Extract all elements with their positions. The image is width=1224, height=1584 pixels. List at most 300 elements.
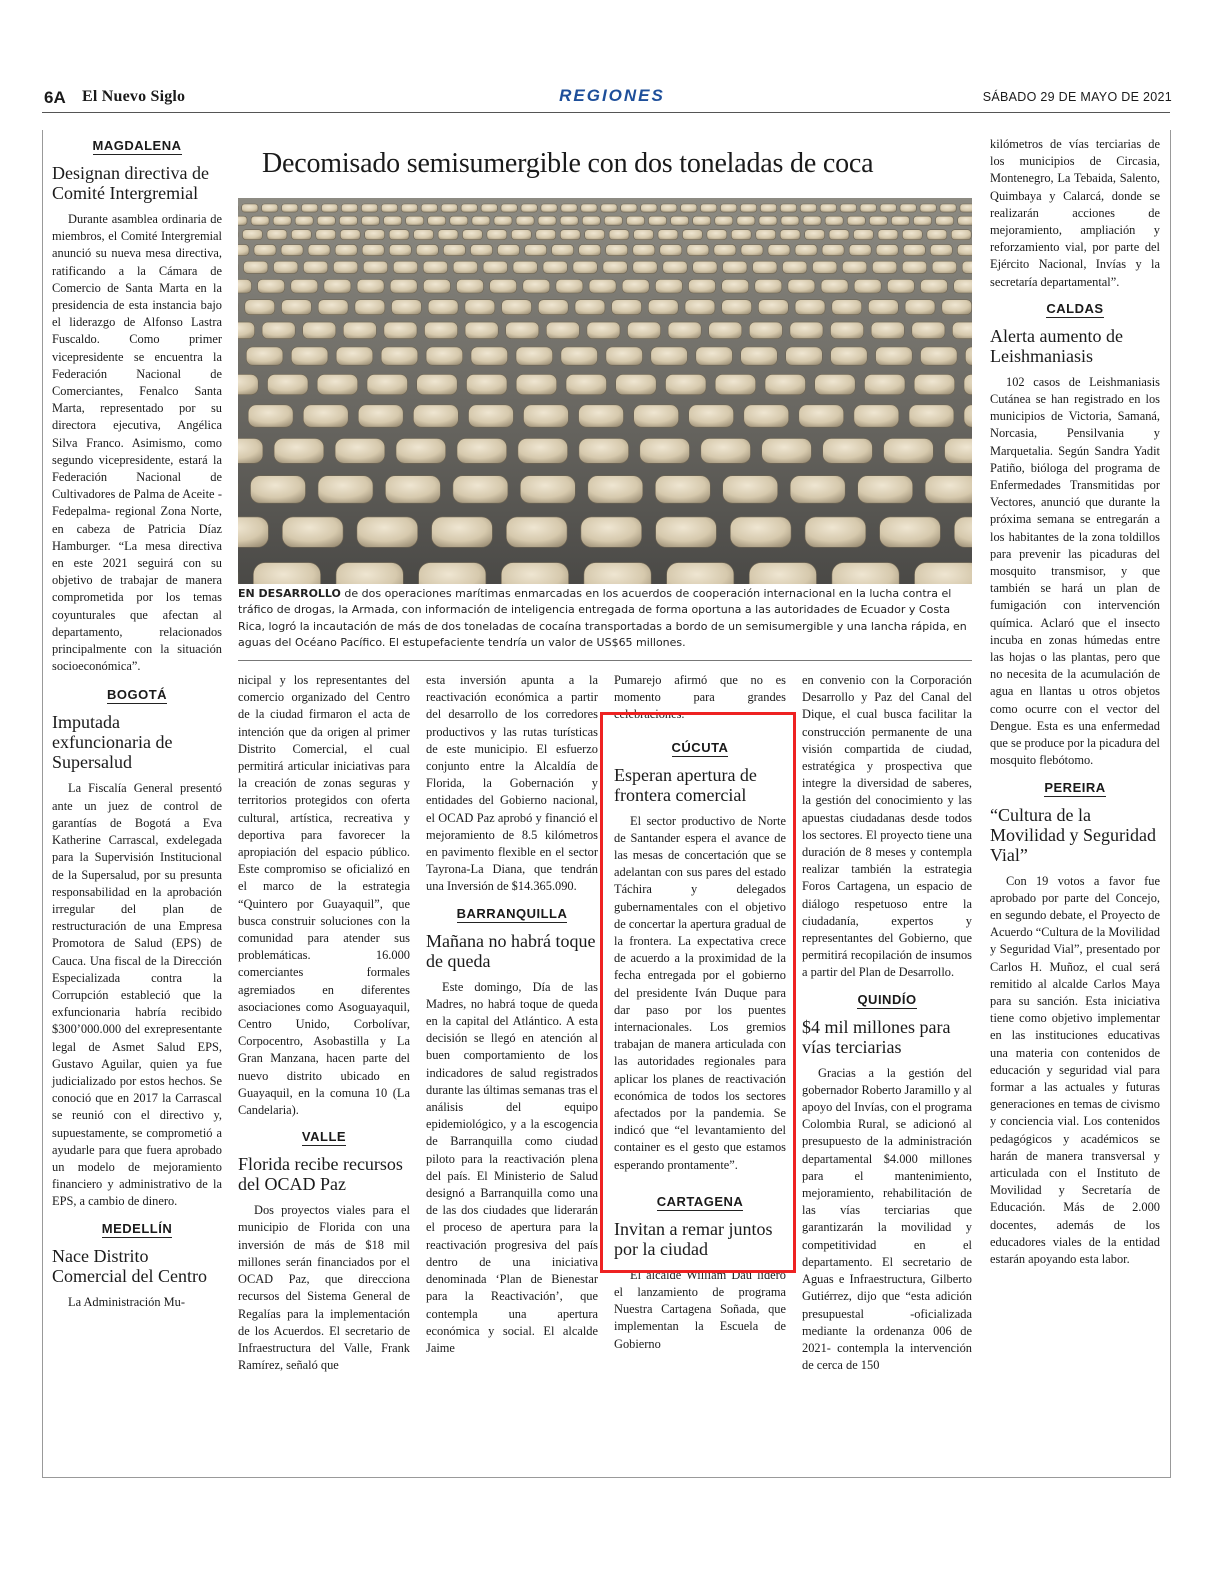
package-shape — [335, 439, 385, 464]
package-shape — [536, 230, 556, 240]
body-caldas: 102 casos de Leishmaniasis Cutánea se han registrado en los municipios de Victoria, Samaná, Norcasia, Pensilvania y Marquetalia. Según Sandra Yadit Patiño, bióloga del programa de Enfermedades Transmitidas por Vectores, anunció que durante la próxima semana se entregarán a los habitantes de la zona toldillos para prevenir las picaduras del mosquito transmisor, y que también se hará un plan de fumigación con intervención química. Aclaró que el insecto incuba en zonas húmedas entre las hojas o las plantas, pero que no necesita de la acumulación de agua en llantas u otros objetos como ocurre con el vector del Dengue. Esta es una enfermedad que se produce por la picadura del mosquito flebótomo. — [990, 374, 1160, 768]
package-shape — [790, 322, 823, 339]
package-shape — [584, 563, 651, 584]
body-barranquilla: Este domingo, Día de las Madres, no habrá toque de queda en la capital del Atlántico. A esta decisión se llegó en atención al buen comportamiento de los indicadores de salud registrados durante las últimas semanas tras el análisis del equipo epidemiológico, y a la escogencia de Barranquilla como ciudad piloto para la reactivación plena del país. El Ministerio de Salud designó a Barranquilla como una de las dos ciudades que liderarán el proceso de apertura para la reactivación progresiva del país dentro de una iniciativa denominada ‘Plan de Bienestar para la Reactivación’, que contempla una apertura económica y social. El alcalde Jaime — [426, 979, 598, 1355]
package-shape — [251, 216, 269, 225]
package-shape — [689, 405, 734, 427]
package-shape — [795, 300, 825, 315]
package-shape — [655, 476, 710, 504]
photo-caption — [238, 586, 972, 652]
headline-barranquilla: Mañana no habrá toque de queda — [426, 930, 596, 971]
kicker-valle: VALLE — [301, 1129, 347, 1145]
package-shape — [511, 230, 531, 240]
package-shape — [964, 405, 972, 427]
caption-text: de dos operaciones marítimas enmarcadas en los acuerdos de cooperación internacional en la lucha contra el tráfico de drogas, la Armada, con información de inteligencia entregada de forma oportuna a las autoridades de Ecuador y Costa Rica, logró la incautación de más de dos toneladas de cocaína transportadas a bordo de un semisumergible y una lancha rápida, en aguas del Océano Pacífico. El estupefaciente tendría un valor de US$65 millones. — [238, 587, 967, 650]
package-shape — [604, 216, 622, 225]
package-shape — [749, 322, 782, 339]
package-shape — [254, 245, 276, 256]
package-shape — [443, 245, 465, 256]
package-shape — [258, 280, 285, 294]
package-shape — [781, 216, 799, 225]
package-shape — [282, 300, 312, 315]
package-shape — [914, 374, 955, 394]
package-shape — [242, 204, 258, 212]
package-shape — [622, 280, 649, 294]
kicker-medellin: MEDELLÍN — [101, 1220, 173, 1236]
package-shape — [795, 245, 817, 256]
package-shape — [268, 374, 309, 394]
package-shape — [579, 245, 601, 256]
package-shape — [687, 245, 709, 256]
package-shape — [238, 374, 258, 394]
caption-lead: EN DESARROLLO — [238, 587, 341, 600]
package-shape — [813, 261, 837, 273]
package-shape — [912, 322, 945, 339]
headline-cartagena: Invitan a remar juntos por la ciudad — [614, 1218, 773, 1259]
package-shape — [667, 563, 734, 584]
package-shape — [413, 405, 458, 427]
package-shape — [701, 439, 751, 464]
package-shape — [487, 230, 507, 240]
feature-headline: Decomisado semisumergible con dos toneladas de coca — [262, 148, 874, 179]
package-shape — [805, 230, 825, 240]
body-magdalena: Durante asamblea ordinaria de miembros, el Comité Intergremial anunció su nueva mesa directiva, ratificando a la Cámara de Comercio de Santa Marta en la presidencia de esta instancia bajo el liderazgo de Alfonso Lastra Fuscaldo. Como primer vicepresidente se encuentra la Federación Nacional de Comerciantes, Fenalco Santa Marta, representado por su directora ejecutiva, Angélica Silva Franco. Asimismo, como segundo vicepresidente, estará la Federación Nacional de Cultivadores de Palma de Aceite -Fedepalma- regional Zona Norte, en cabeza de Patricia Díaz Hamburger. “La mesa directiva en este 2021 seguirá con su objetivo de trabajar de manera comprometida por los temas coyunturales que afectan al departamento, relacionados principalmente con la situación socioeconómica”. — [52, 212, 222, 674]
package-shape — [823, 439, 873, 464]
package-shape — [481, 204, 497, 212]
package-shape — [541, 204, 557, 212]
package-shape — [914, 216, 932, 225]
package-shape — [384, 216, 402, 225]
package-shape — [336, 347, 373, 365]
package-shape — [740, 204, 756, 212]
package-shape — [651, 347, 688, 365]
package-shape — [556, 280, 583, 294]
package-shape — [759, 216, 777, 225]
package-shape — [303, 322, 336, 339]
package-shape — [840, 204, 856, 212]
kicker-cartagena: CARTAGENA — [656, 1193, 744, 1209]
package-shape — [822, 245, 844, 256]
kicker-pereira: PEREIRA — [1044, 779, 1106, 795]
package-shape — [573, 261, 597, 273]
package-shape — [516, 374, 557, 394]
package-shape — [689, 280, 716, 294]
package-shape — [715, 374, 756, 394]
caption-rule — [238, 660, 972, 661]
package-shape — [238, 322, 255, 339]
package-shape — [649, 216, 667, 225]
package-shape — [820, 204, 836, 212]
package-shape — [634, 230, 654, 240]
package-shape — [423, 261, 447, 273]
body-quindio: Gracias a la gestión del gobernador Roberto Jaramillo y al apoyo del Invías, con el programa Colombia Rural, se adicionó al presupuesto de la administración departamental $4.000 millones para el mantenimiento, mejoramiento, rehabilitación de las vías terciarias que garantizarán la movilidad y competitividad en el departamento. El secretario de Aguas e Infraestructura, Gilberto Gutiérrez, dijo que “esta adición presupuestal -oficializada mediante la ordenanza 006 de 2021- contempla la intervención de cerca de 150 — [802, 1065, 972, 1373]
package-shape — [905, 300, 935, 315]
package-shape — [343, 322, 376, 339]
package-shape — [302, 204, 318, 212]
package-shape — [903, 245, 925, 256]
package-shape — [363, 261, 387, 273]
package-shape — [538, 216, 556, 225]
package-shape — [471, 347, 508, 365]
package-shape — [952, 322, 972, 339]
package-shape — [585, 230, 605, 240]
package-shape — [936, 216, 954, 225]
package-shape — [367, 374, 408, 394]
package-shape — [416, 245, 438, 256]
package-shape — [790, 476, 845, 504]
package-shape — [872, 261, 896, 273]
package-shape — [880, 517, 941, 547]
package-shape — [238, 517, 268, 547]
headline-medellin: Nace Distrito Comercial del Centro — [52, 1245, 207, 1286]
package-shape — [878, 230, 898, 240]
package-shape — [842, 261, 866, 273]
headline-cucuta: Esperan apertura de frontera comercial — [614, 764, 757, 805]
package-shape — [581, 517, 642, 547]
package-shape — [891, 216, 909, 225]
package-shape — [318, 300, 348, 315]
package-shape — [457, 280, 484, 294]
package-shape — [722, 300, 752, 315]
package-shape — [762, 439, 812, 464]
package-shape — [606, 347, 643, 365]
headline-valle: Florida recibe recursos del OCAD Paz — [238, 1154, 403, 1195]
package-shape — [520, 476, 575, 504]
package-shape — [355, 300, 385, 315]
package-shape — [756, 230, 776, 240]
package-shape — [524, 405, 569, 427]
package-shape — [693, 261, 717, 273]
package-shape — [281, 245, 303, 256]
kicker-quindio: QUINDÍO — [857, 991, 917, 1007]
package-shape — [621, 204, 637, 212]
package-shape — [238, 245, 249, 256]
package-shape — [858, 476, 913, 504]
package-shape — [681, 204, 697, 212]
headline-quindio: $4 mil millones para vías terciarias — [802, 1016, 951, 1057]
package-shape — [707, 230, 727, 240]
package-shape — [940, 204, 956, 212]
package-shape — [800, 204, 816, 212]
highlight-box — [600, 712, 796, 1273]
package-shape — [333, 261, 357, 273]
package-shape — [357, 517, 418, 547]
package-shape — [244, 261, 268, 273]
package-shape — [932, 261, 956, 273]
package-shape — [601, 204, 617, 212]
package-shape — [365, 230, 385, 240]
package-shape — [954, 280, 972, 294]
package-shape — [506, 322, 539, 339]
package-shape — [238, 280, 252, 294]
package-shape — [243, 230, 263, 240]
package-shape — [965, 347, 972, 365]
package-shape — [749, 563, 816, 584]
package-shape — [849, 245, 871, 256]
package-shape — [552, 245, 574, 256]
package-shape — [303, 261, 327, 273]
page-number: 6A — [44, 88, 66, 107]
package-shape — [582, 216, 600, 225]
package-shape — [393, 261, 417, 273]
package-shape — [463, 230, 483, 240]
package-shape — [723, 476, 778, 504]
package-shape — [876, 245, 898, 256]
package-shape — [322, 204, 338, 212]
package-shape — [765, 374, 806, 394]
body-medellin: La Administración Mu- — [68, 1294, 186, 1309]
package-shape — [523, 280, 550, 294]
package-shape — [291, 347, 328, 365]
package-shape — [609, 230, 629, 240]
kicker-caldas: CALDAS — [1046, 300, 1104, 316]
package-shape — [291, 280, 318, 294]
package-shape — [566, 374, 607, 394]
package-shape — [951, 230, 971, 240]
package-shape — [494, 216, 512, 225]
package-shape — [587, 322, 620, 339]
package-shape — [942, 300, 972, 315]
package-shape — [821, 280, 848, 294]
package-shape — [860, 204, 876, 212]
package-shape — [701, 204, 717, 212]
section-title: REGIONES — [559, 86, 665, 105]
package-shape — [423, 280, 450, 294]
package-shape — [799, 405, 844, 427]
body-quindio-cont: kilómetros de vías terciarias de los municipios de Circasia, Montenegro, La Tebaida, Salento, Quimbaya y Calarcá, donde se realizarán acciones de mejoramiento, ampliación y reforzamiento vial, por parte del Ejército Nacional, Invías y la secretaría departamental”. — [990, 137, 1160, 289]
package-shape — [731, 230, 751, 240]
column-3 — [426, 672, 598, 1357]
package-shape — [758, 300, 788, 315]
package-shape — [869, 216, 887, 225]
package-shape — [832, 300, 862, 315]
package-shape — [262, 204, 278, 212]
package-shape — [453, 261, 477, 273]
package-shape — [581, 204, 597, 212]
package-shape — [753, 261, 777, 273]
package-shape — [868, 300, 898, 315]
package-shape — [248, 405, 293, 427]
package-shape — [414, 230, 434, 240]
package-shape — [381, 347, 418, 365]
package-shape — [238, 439, 263, 464]
package-shape — [648, 300, 678, 315]
package-shape — [628, 322, 661, 339]
package-shape — [385, 476, 440, 504]
package-shape — [721, 204, 737, 212]
package-shape — [513, 261, 537, 273]
package-shape — [760, 204, 776, 212]
package-shape — [450, 216, 468, 225]
package-shape — [964, 374, 972, 394]
package-shape — [876, 347, 913, 365]
headline-caldas: Alerta aumento de Leishmaniasis — [990, 325, 1123, 366]
package-shape — [291, 230, 311, 240]
package-shape — [900, 204, 916, 212]
header-rule — [42, 112, 1170, 113]
package-shape — [847, 216, 865, 225]
package-shape — [741, 245, 763, 256]
package-shape — [880, 204, 896, 212]
package-shape — [317, 374, 358, 394]
package-shape — [406, 216, 424, 225]
package-shape — [825, 216, 843, 225]
package-shape — [560, 216, 578, 225]
package-shape — [421, 204, 437, 212]
package-shape — [627, 216, 645, 225]
package-shape — [579, 405, 624, 427]
package-shape — [660, 245, 682, 256]
package-shape — [303, 405, 348, 427]
package-shape — [467, 374, 508, 394]
package-shape — [246, 347, 283, 365]
package-shape — [546, 322, 579, 339]
package-shape — [465, 322, 498, 339]
package-shape — [335, 245, 357, 256]
package-shape — [341, 204, 357, 212]
package-shape — [683, 230, 703, 240]
package-shape — [461, 204, 477, 212]
package-shape — [498, 245, 520, 256]
package-shape — [357, 280, 384, 294]
kicker-bogota: BOGOTÁ — [106, 687, 168, 703]
kicker-magdalena: MAGDALENA — [92, 138, 182, 153]
package-shape — [954, 517, 972, 547]
package-shape — [606, 245, 628, 256]
package-shape — [502, 300, 532, 315]
package-shape — [921, 280, 948, 294]
package-shape — [426, 347, 463, 365]
body-cartagena: El alcalde William Dau lideró el lanzamiento de programa Nuestra Cartagena Soñada, que implementan la Escuela de Gobierno — [614, 1267, 786, 1351]
package-shape — [318, 476, 373, 504]
kicker-barranquilla: BARRANQUILLA — [456, 905, 568, 921]
package-shape — [887, 280, 914, 294]
package-shape — [457, 439, 507, 464]
package-shape — [441, 204, 457, 212]
package-shape — [783, 261, 807, 273]
package-shape — [915, 563, 973, 584]
package-shape — [655, 280, 682, 294]
package-shape — [786, 347, 823, 365]
package-shape — [381, 204, 397, 212]
package-shape — [962, 261, 972, 273]
package-shape — [253, 563, 320, 584]
package-shape — [640, 439, 690, 464]
package-shape — [715, 216, 733, 225]
package-shape — [902, 261, 926, 273]
package-shape — [780, 204, 796, 212]
package-shape — [634, 405, 679, 427]
package-shape — [336, 563, 403, 584]
package-shape — [633, 261, 657, 273]
package-shape — [693, 216, 711, 225]
package-shape — [282, 517, 343, 547]
package-shape — [633, 245, 655, 256]
package-shape — [516, 347, 553, 365]
package-shape — [358, 405, 403, 427]
package-shape — [921, 347, 958, 365]
package-shape — [666, 374, 707, 394]
package-shape — [805, 517, 866, 547]
package-shape — [854, 405, 899, 427]
package-shape — [245, 300, 275, 315]
package-shape — [829, 230, 849, 240]
package-shape — [865, 374, 906, 394]
package-shape — [945, 439, 972, 464]
package-shape — [755, 280, 782, 294]
masthead: El Nuevo Siglo — [82, 88, 186, 105]
package-shape — [401, 204, 417, 212]
package-shape — [663, 261, 687, 273]
body-cartagena-cont: en convenio con la Corporación Desarrollo y Paz del Canal del Dique, el cual busca facilitar la construcción permanente de una visión compartida de ciudad, estratégica y prospectiva que integre la diversidad de saberes, la gestión del conocimiento y las apuestas ciudadanas desde todos los sectores. El proyecto tiene una duración de 8 meses y contempla realizar también la estrategia Foros Cartagena, un espacio de diálogo respetuoso entre la ciudadanía, expertos y representantes del Gobierno, que permitirá recopilación de insumos a partir del Plan de Desarrollo. — [802, 673, 972, 980]
package-shape — [831, 347, 868, 365]
package-shape — [612, 300, 642, 315]
package-shape — [543, 261, 567, 273]
package-shape — [902, 230, 922, 240]
package-shape — [616, 374, 657, 394]
package-shape — [696, 347, 733, 365]
package-shape — [295, 216, 313, 225]
package-shape — [744, 405, 789, 427]
package-shape — [340, 230, 360, 240]
package-shape — [930, 245, 952, 256]
issue-date: SÁBADO 29 DE MAYO DE 2021 — [982, 90, 1172, 104]
package-shape — [525, 245, 547, 256]
package-shape — [714, 245, 736, 256]
package-shape — [780, 230, 800, 240]
headline-magdalena: Designan directiva de Comité Intergremial — [52, 163, 209, 203]
package-shape — [472, 216, 490, 225]
frame-right — [1170, 130, 1171, 1478]
package-shape — [561, 347, 598, 365]
package-shape — [788, 280, 815, 294]
package-shape — [469, 405, 514, 427]
package-shape — [831, 322, 864, 339]
package-shape — [362, 245, 384, 256]
package-shape — [516, 216, 534, 225]
body-valle-cont: esta inversión apunta a la reactivación económica a partir del desarrollo de los corredores productivos y las rutas turísticas de este municipio. El esfuerzo conjunto entre la Alcaldía de Florida, la Gobernación y entidades del Gobierno nacional, el OCAD Paz aprobó y financió el mejoramiento de 8.5 kilómetros en pavimento flexible en el sector Tayrona-La Diana, que tendrán una Inversión de $14.365.090. — [426, 673, 598, 894]
package-shape — [274, 439, 324, 464]
package-shape — [453, 476, 508, 504]
package-shape — [251, 476, 306, 504]
package-shape — [501, 563, 568, 584]
package-shape — [722, 280, 749, 294]
package-shape — [273, 216, 291, 225]
package-shape — [438, 230, 458, 240]
package-shape — [471, 245, 493, 256]
package-shape — [854, 280, 881, 294]
package-shape — [909, 405, 954, 427]
package-shape — [560, 230, 580, 240]
package-shape — [362, 216, 380, 225]
package-shape — [518, 439, 568, 464]
package-shape — [803, 216, 821, 225]
package-shape — [641, 204, 657, 212]
body-medellin-cont: nicipal y los representantes del comercio organizado del Centro de la ciudad firmaron el acta de intención que da origen al primer Distrito Comercial, el cual permitirá articular iniciativas para la creación de zonas seguras y territorios protegidos con oferta cultural, artística, recreativa y deportiva para favorecer la apropiación del espacio público. Este compromiso se oficializó en el marco de la estrategia “Quintero por Guayaquil”, que busca construir soluciones con la comunidad para atender sus problemáticas. 16.000 comerciantes formales agremiados en diferentes asociaciones como Asoguayaquil, Centro Unido, Corbolívar, Corpocentro, Asobastilla y La Gran Manzana, hacen parte del nuevo distrito ubicado en Guayaquil, en la comuna 10 (La Candelaria). — [238, 673, 410, 1118]
column-2 — [238, 672, 410, 1374]
package-shape — [274, 261, 298, 273]
body-pereira: Con 19 votos a favor fue aprobado por parte del Concejo, en segundo debate, el Proyecto de Acuerdo “Cultura de la Movilidad y Seguridad Vial”, presentado por Carlos H. Muñoz, el cual será remitido al alcalde Carlos Maya para su sanción. Esta iniciativa tiene como objetivo implementar en las instituciones educativas una materia con contenidos de educación y seguridad vial para formar a las actuales y futuras generaciones en temas de civismo y conciencia vial. Los contenidos pedagógicos y académicos se harán de manera transversal y articulada con el Instituto de Movilidad y Secretaría de Educación. Más de 2.000 docentes, además de los educadores viales de la entidad estarán apoyando esta labor. — [990, 873, 1160, 1266]
package-shape — [579, 439, 629, 464]
package-shape — [661, 204, 677, 212]
headline-pereira: “Cultura de la Movilidad y Seguridad Vial” — [990, 804, 1156, 865]
package-shape — [238, 216, 247, 225]
package-shape — [389, 245, 411, 256]
body-bogota: La Fiscalía General presentó ante un juez de control de garantías de Bogotá a Eva Katherine Carrascal, exdelegada para la Supervisión Institucional de la Supersalud, por su presunta responsabilidad en la aprobación irregular del plan de restructuración de una Empresa Promotora de Salud (EPS) de Cauca. Una fiscal de la Dirección Especializada contra la Corrupción estableció que la exfuncionaria habría recibido $300’000.000 del exrepresentante legal de Asmet Salud EPS, Gustavo Aguilar, quien ya fue judicializado por estos hechos. Se conoció que en 2017 la Carrascal se reunió con el directivo y, supuestamente, se comprometió a ayudarle para que fuera aprobado un modelo de mejoramiento financiero y administrativo de la EPS, a cambio de dinero. — [52, 781, 222, 1209]
package-shape — [960, 204, 972, 212]
package-shape — [384, 322, 417, 339]
package-shape — [308, 245, 330, 256]
